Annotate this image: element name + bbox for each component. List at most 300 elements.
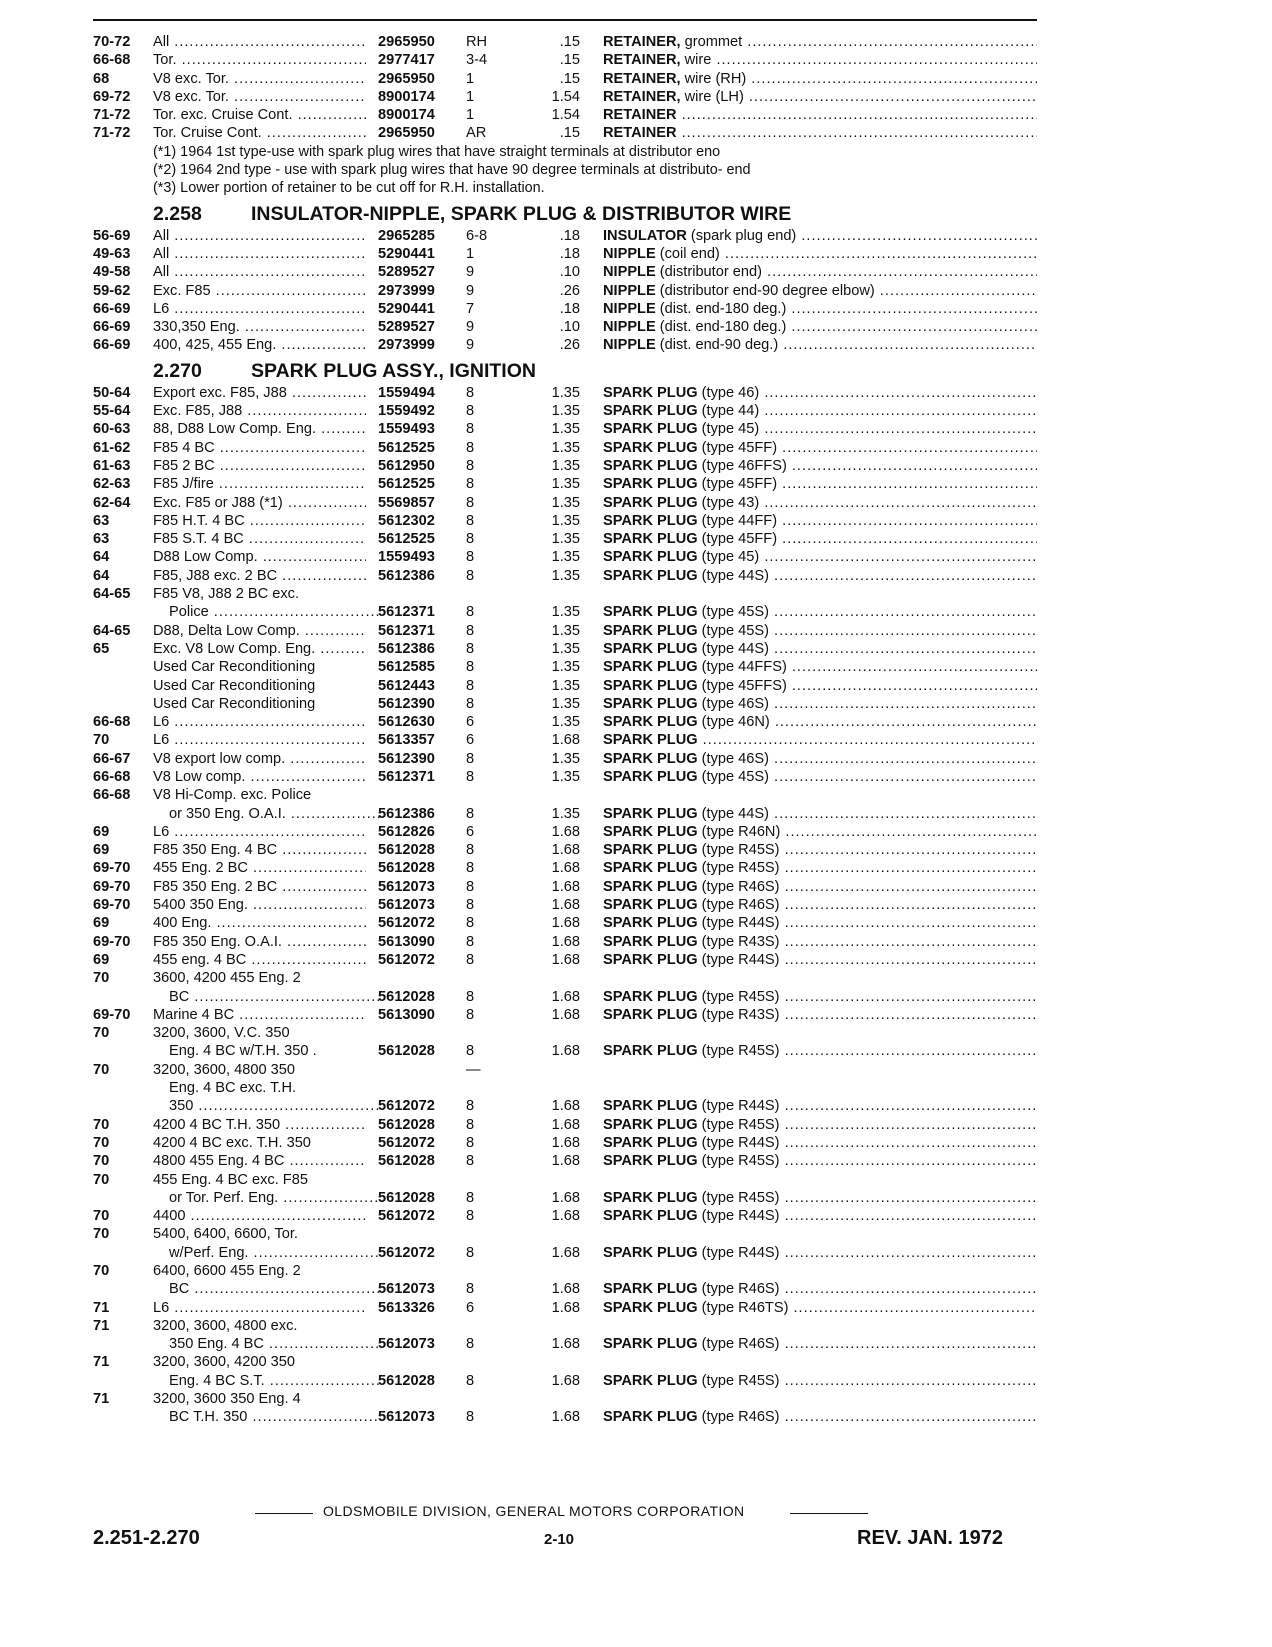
group-qty: 8 [466, 842, 475, 859]
description-name: SPARK PLUG [603, 1372, 698, 1389]
table-row [93, 1299, 1037, 1317]
description [603, 33, 1037, 51]
application: All ..... [153, 33, 366, 51]
price: 1.35 [551, 677, 580, 694]
part-number: 5612073 [378, 1336, 435, 1353]
part-number: 5612073 [378, 897, 435, 914]
price: 1.68 [551, 842, 580, 859]
description-detail: (type R45S) ..... [698, 1190, 1037, 1206]
description-detail: (type R46S) ..... [698, 897, 1037, 913]
description [603, 1207, 1037, 1225]
part-number: 5612028 [378, 1043, 435, 1060]
group-qty: 8 [466, 1336, 475, 1353]
price: 1.35 [551, 640, 580, 657]
footer-revision: REV. JAN. 1972 [857, 1527, 1004, 1549]
table-row [93, 914, 1037, 932]
section-title: SPARK PLUG ASSY., IGNITION [251, 359, 536, 382]
table-row [93, 823, 1037, 841]
group-qty: 8 [466, 695, 475, 712]
application: 455 Eng. 2 BC ..... [153, 859, 366, 877]
application: Tor. Cruise Cont. ..... [153, 124, 366, 142]
group-qty: 8 [466, 1006, 475, 1023]
description-name: INSULATOR [603, 227, 687, 244]
model-years: 71 [93, 1391, 110, 1408]
table-row [93, 658, 1037, 676]
group-qty: 8 [466, 1244, 475, 1261]
table-row [93, 1006, 1037, 1024]
group-qty: 8 [466, 805, 475, 822]
group-qty: 8 [466, 933, 475, 950]
group-qty: 9 [466, 337, 475, 354]
description [603, 1244, 1037, 1262]
group-qty: 9 [466, 319, 475, 336]
description-detail: (type R44S) ..... [698, 1208, 1037, 1224]
description [603, 622, 1037, 640]
description-name: SPARK PLUG [603, 1098, 698, 1115]
description-detail: (type R45S) ..... [698, 989, 1037, 1005]
description-name: RETAINER, [603, 70, 681, 87]
price: 1.35 [551, 403, 580, 420]
group-qty: 8 [466, 1208, 475, 1225]
table-row [93, 603, 1037, 621]
footer-rule-left [255, 1513, 313, 1514]
price: 1.35 [551, 659, 580, 676]
description-name: SPARK PLUG [603, 750, 698, 767]
part-number: 5612028 [378, 1372, 435, 1389]
model-years: 69-70 [93, 878, 131, 895]
description-detail: (type R44S) ..... [698, 1245, 1037, 1261]
application: All ..... [153, 245, 366, 263]
table-row [93, 951, 1037, 969]
description-detail: (type 45FF) ..... [698, 531, 1037, 547]
model-years: 69-70 [93, 897, 131, 914]
table-row [93, 402, 1037, 420]
description [603, 457, 1037, 475]
description-detail: (dist. end-90 deg.) ..... [656, 337, 1037, 353]
part-number: 5612443 [378, 677, 435, 694]
description [603, 731, 1037, 749]
description [603, 823, 1037, 841]
table-row [93, 300, 1037, 318]
model-years: 69-70 [93, 860, 131, 877]
table-row [93, 933, 1037, 951]
description [603, 713, 1037, 731]
model-years: 70 [93, 1208, 110, 1225]
group-qty: 8 [466, 512, 475, 529]
table-row [93, 841, 1037, 859]
table-row [93, 33, 1037, 51]
group-qty: 8 [466, 860, 475, 877]
model-years: 61-63 [93, 457, 131, 474]
description-detail: wire ..... [681, 52, 1037, 68]
application: L6 ..... [153, 713, 366, 731]
model-years: 63 [93, 512, 110, 529]
table-row [93, 263, 1037, 281]
description-name: RETAINER, [603, 34, 681, 50]
model-years: 62-64 [93, 494, 131, 511]
part-number: 5613357 [378, 732, 435, 749]
description [603, 439, 1037, 457]
description [603, 695, 1037, 713]
description-detail: (type 45FF) ..... [698, 440, 1037, 456]
price: .15 [559, 34, 580, 50]
application: V8 Hi-Comp. exc. Police [153, 787, 312, 804]
group-qty: 1 [466, 88, 475, 105]
description-detail: (type R44S) ..... [698, 1135, 1037, 1151]
application: Marine 4 BC ..... [153, 1006, 366, 1024]
model-years: 65 [93, 640, 110, 657]
description [603, 318, 1037, 336]
application: L6 ..... [153, 731, 366, 749]
group-qty: 8 [466, 476, 475, 493]
price: 1.68 [551, 1336, 580, 1353]
model-years: 64-65 [93, 622, 131, 639]
part-number: 5613090 [378, 933, 435, 950]
part-number: 5612386 [378, 640, 435, 657]
table-row [93, 336, 1037, 354]
part-number: 5290441 [378, 300, 435, 317]
description-detail: wire (RH) ..... [681, 71, 1037, 87]
group-qty: 8 [466, 403, 475, 420]
description-detail: (type 44FFS) ..... [698, 659, 1037, 675]
model-years: 68 [93, 70, 110, 87]
application: 330,350 Eng. ..... [153, 318, 366, 336]
application: 3200, 3600, 4800 exc. [153, 1317, 298, 1334]
description-detail: (type R43S) ..... [698, 934, 1037, 950]
description-name: SPARK PLUG [603, 604, 698, 621]
part-number: 5612390 [378, 750, 435, 767]
description-name: NIPPLE [603, 319, 656, 336]
model-years: 66-68 [93, 787, 131, 804]
description-detail: (type R44S) ..... [698, 915, 1037, 931]
table-row [93, 969, 1037, 987]
model-years: 70 [93, 1025, 110, 1042]
price: 1.54 [551, 107, 580, 124]
price: 1.54 [551, 88, 580, 105]
description-name: SPARK PLUG [603, 714, 698, 731]
description-name: NIPPLE [603, 264, 656, 281]
description-detail: (spark plug end) ..... [687, 228, 1037, 244]
model-years: 63 [93, 531, 110, 548]
table-row [93, 805, 1037, 823]
model-years: 66-67 [93, 750, 131, 767]
part-number: 5612371 [378, 622, 435, 639]
price: 1.68 [551, 1116, 580, 1133]
group-qty: 8 [466, 457, 475, 474]
description-detail: (type 44S) ..... [698, 568, 1037, 584]
model-years: 66-69 [93, 319, 131, 336]
price: 1.35 [551, 714, 580, 731]
description-detail: (type R46S) ..... [698, 1336, 1037, 1352]
section-heading-2270 [93, 358, 1037, 384]
price: .26 [559, 282, 580, 299]
section-heading-2258 [93, 201, 1037, 227]
description-name: SPARK PLUG [603, 878, 698, 895]
price: 1.68 [551, 915, 580, 932]
description-detail: (dist. end-180 deg.) ..... [656, 319, 1037, 335]
part-number: 5612073 [378, 1281, 435, 1298]
description-name: SPARK PLUG [603, 1409, 698, 1426]
application: Exc. F85 or J88 (*1) ..... [153, 494, 366, 512]
description [603, 70, 1037, 88]
price: .15 [559, 52, 580, 69]
model-years: 69 [93, 915, 110, 932]
group-qty: 9 [466, 282, 475, 299]
part-number: 5612371 [378, 768, 435, 785]
price: 1.68 [551, 1043, 580, 1060]
price: 1.35 [551, 622, 580, 639]
description-name: RETAINER, [603, 88, 681, 105]
description [603, 88, 1037, 106]
description [603, 805, 1037, 823]
description [603, 750, 1037, 768]
application: 5400, 6400, 6600, Tor. [153, 1226, 298, 1243]
description [603, 420, 1037, 438]
part-number: 2965285 [378, 227, 435, 244]
model-years: 70 [93, 1226, 110, 1243]
description-detail: (distributor end) ..... [656, 264, 1037, 280]
description [603, 896, 1037, 914]
description-name: SPARK PLUG [603, 622, 698, 639]
part-number: 5612072 [378, 1208, 435, 1225]
description-detail: (type 44) ..... [698, 403, 1037, 419]
table-row [93, 750, 1037, 768]
description-detail: (type 46S) ..... [698, 696, 1037, 712]
description [603, 548, 1037, 566]
table-row [93, 384, 1037, 402]
group-qty: 8 [466, 915, 475, 932]
group-qty: 8 [466, 750, 475, 767]
price: 1.35 [551, 549, 580, 566]
description-detail: (type R45S) ..... [698, 1153, 1037, 1169]
description-detail: (type 45FFS) ..... [698, 678, 1037, 694]
application: Tor. ..... [153, 51, 366, 69]
application: 88, D88 Low Comp. Eng. ..... [153, 420, 366, 438]
table-row [93, 988, 1037, 1006]
model-years: 69-70 [93, 933, 131, 950]
group-qty: 8 [466, 1372, 475, 1389]
table-row [93, 1024, 1037, 1042]
model-years: 69 [93, 842, 110, 859]
description [603, 1006, 1037, 1024]
table-row [93, 70, 1037, 88]
part-number: 2965950 [378, 34, 435, 50]
description [603, 1372, 1037, 1390]
part-number: 5612072 [378, 1098, 435, 1115]
description-name: NIPPLE [603, 282, 656, 299]
price: 1.68 [551, 1409, 580, 1426]
description-detail: (type R46S) ..... [698, 1281, 1037, 1297]
description-detail: (type R46S) ..... [698, 1409, 1037, 1425]
description-detail: (type 45S) ..... [698, 769, 1037, 785]
description [603, 124, 1037, 142]
table-row [93, 439, 1037, 457]
price: 1.35 [551, 421, 580, 438]
table-row [93, 695, 1037, 713]
table-row [93, 106, 1037, 124]
group-qty: 8 [466, 768, 475, 785]
description [603, 263, 1037, 281]
model-years: 69-72 [93, 88, 131, 105]
part-number: 5612585 [378, 659, 435, 676]
price: .26 [559, 337, 580, 354]
application: 350 Eng. 4 BC ..... [153, 1335, 382, 1353]
price: 1.68 [551, 951, 580, 968]
group-qty: 8 [466, 988, 475, 1005]
description-name: SPARK PLUG [603, 860, 698, 877]
part-number: 1559493 [378, 549, 435, 566]
price: 1.35 [551, 604, 580, 621]
description-name: SPARK PLUG [603, 567, 698, 584]
table-row [93, 1244, 1037, 1262]
description-detail: (type 44FF) ..... [698, 513, 1037, 529]
model-years: 66-68 [93, 714, 131, 731]
group-qty: 8 [466, 531, 475, 548]
description-detail [698, 732, 1037, 748]
price: 1.68 [551, 1098, 580, 1115]
description-name: SPARK PLUG [603, 988, 698, 1005]
description-detail: (type R45S) ..... [698, 1373, 1037, 1389]
group-qty: — [466, 1061, 481, 1078]
price: 1.68 [551, 1006, 580, 1023]
table-row [93, 88, 1037, 106]
group-qty: RH [466, 34, 488, 50]
group-qty: 8 [466, 1409, 475, 1426]
description-name: SPARK PLUG [603, 403, 698, 420]
description-name: NIPPLE [603, 337, 656, 354]
description [603, 1042, 1037, 1060]
part-number: 1559492 [378, 403, 435, 420]
price: 1.35 [551, 384, 580, 401]
model-years: 71 [93, 1354, 110, 1371]
application: Tor. exc. Cruise Cont. ..... [153, 106, 366, 124]
group-qty: 8 [466, 439, 475, 456]
model-years: 49-58 [93, 264, 131, 281]
application: F85 2 BC ..... [153, 457, 366, 475]
table-row [93, 1097, 1037, 1115]
price: 1.35 [551, 750, 580, 767]
application: F85 350 Eng. 2 BC ..... [153, 878, 366, 896]
table-row [93, 786, 1037, 804]
model-years: 71-72 [93, 125, 131, 142]
description-name: SPARK PLUG [603, 1153, 698, 1170]
application: 400, 425, 455 Eng. ..... [153, 336, 366, 354]
price: 1.68 [551, 878, 580, 895]
table-row [93, 1042, 1037, 1060]
model-years: 49-63 [93, 245, 131, 262]
retainer-table [93, 33, 1037, 143]
application: All ..... [153, 227, 366, 245]
application: BC ..... [153, 988, 382, 1006]
application: F85, J88 exc. 2 BC ..... [153, 567, 366, 585]
description [603, 640, 1037, 658]
group-qty: 1 [466, 245, 475, 262]
application: 5400 350 Eng. ..... [153, 896, 366, 914]
part-number: 5613090 [378, 1006, 435, 1023]
description-name: SPARK PLUG [603, 549, 698, 566]
model-years: 66-69 [93, 300, 131, 317]
part-number: 5612950 [378, 457, 435, 474]
description-name: SPARK PLUG [603, 1134, 698, 1151]
part-number: 2973999 [378, 282, 435, 299]
description-detail: (type R44S) ..... [698, 1098, 1037, 1114]
description-detail: (type R45S) ..... [698, 1043, 1037, 1059]
description-detail: (type R45S) ..... [698, 842, 1037, 858]
application: or 350 Eng. O.A.I. ..... [153, 805, 382, 823]
table-row [93, 1335, 1037, 1353]
table-row [93, 245, 1037, 263]
part-number: 8900174 [378, 88, 435, 105]
part-number: 5612028 [378, 1153, 435, 1170]
table-row [93, 124, 1037, 142]
description-detail [677, 107, 1037, 123]
table-row [93, 677, 1037, 695]
price: 1.35 [551, 494, 580, 511]
model-years: 64 [93, 549, 110, 566]
application: 4200 4 BC exc. T.H. 350 [153, 1134, 311, 1151]
description-name: SPARK PLUG [603, 933, 698, 950]
table-row [93, 494, 1037, 512]
part-number: 2977417 [378, 52, 435, 69]
model-years: 56-69 [93, 227, 131, 244]
description [603, 1335, 1037, 1353]
price: .15 [559, 70, 580, 87]
description-detail: (dist. end-180 deg.) ..... [656, 301, 1037, 317]
model-years: 70 [93, 1153, 110, 1170]
price: .18 [559, 245, 580, 262]
model-years: 64 [93, 567, 110, 584]
application: V8 exc. Tor. ..... [153, 88, 366, 106]
model-years: 60-63 [93, 421, 131, 438]
model-years: 70 [93, 1171, 110, 1188]
application: V8 Low comp. ..... [153, 768, 366, 786]
group-qty: 6 [466, 714, 475, 731]
description [603, 282, 1037, 300]
description-name: SPARK PLUG [603, 842, 698, 859]
group-qty: 8 [466, 1098, 475, 1115]
description-name: SPARK PLUG [603, 439, 698, 456]
table-row [93, 896, 1037, 914]
insulator-nipple-table [93, 227, 1037, 355]
price: 1.35 [551, 457, 580, 474]
model-years: 71 [93, 1299, 110, 1316]
price: .18 [559, 227, 580, 244]
description [603, 768, 1037, 786]
part-number: 2973999 [378, 337, 435, 354]
table-row [93, 457, 1037, 475]
application: F85 S.T. 4 BC ..... [153, 530, 366, 548]
application: Police ..... [153, 603, 382, 621]
part-number: 5612072 [378, 951, 435, 968]
description-detail: (type 45) ..... [698, 421, 1037, 437]
table-row [93, 640, 1037, 658]
description-detail: (type R46N) ..... [698, 824, 1037, 840]
description-detail: grommet ..... [681, 34, 1037, 50]
model-years: 71-72 [93, 107, 131, 124]
table-row [93, 1280, 1037, 1298]
price: 1.68 [551, 1281, 580, 1298]
price: 1.35 [551, 695, 580, 712]
part-number: 5612073 [378, 878, 435, 895]
application: Used Car Reconditioning [153, 659, 316, 676]
table-row [93, 878, 1037, 896]
table-row [93, 1225, 1037, 1243]
price: .18 [559, 300, 580, 317]
description-name: RETAINER [603, 125, 677, 142]
price: 1.68 [551, 1299, 580, 1316]
application: F85 350 Eng. 4 BC ..... [153, 841, 366, 859]
price: 1.68 [551, 1134, 580, 1151]
